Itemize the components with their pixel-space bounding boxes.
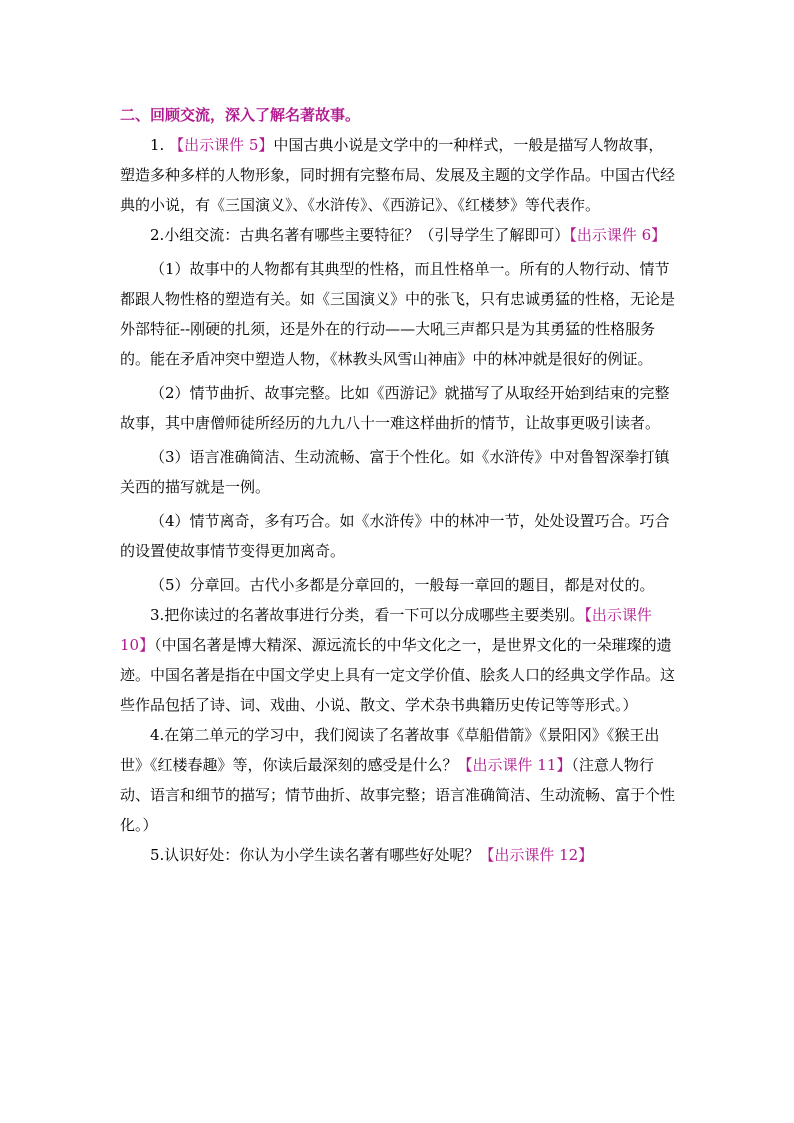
lesson-content <box>120 100 676 870</box>
paragraph-4-note: （注意人物行动、语言和细节的描写；情节曲折、故事完整；语言准确简洁、生动流畅、富于个性化。） <box>120 756 676 834</box>
paragraph-3 <box>120 600 676 720</box>
feature-4: （4）情节离奇，多有巧合。如《水浒传》中的林冲一节，处处设置巧合。巧合的设置使故事情节变得更加离奇。 <box>120 512 670 560</box>
courseware-tag-10: 【出示课件 10】 <box>120 606 652 654</box>
paragraph-5 <box>120 840 676 870</box>
paragraph-1-text: 中国古典小说是文学中的一种样式，一般是描写人物故事，塑造多种多样的人物形象，同时拥有完整布局、发展及主题的文学作品。中国古代经典的小说，有《三国演义》、《水浒传》、《西游记》、《红楼梦》等代表作。 <box>120 136 676 214</box>
paragraph-3-text: 3.把你读过的名著故事进行分类，看一下可以分成哪些主要类别。 <box>150 606 585 624</box>
courseware-tag-5: 【出示课件 5】 <box>169 136 274 154</box>
paragraph-5-text: 5.认识好处：你认为小学生读名著有哪些好处呢？ <box>150 846 480 864</box>
feature-2: （2）情节曲折、故事完整。比如《西游记》就描写了从取经开始到结束的完整故事，其中唐僧师徒所经历的九九八十一难这样曲折的情节，让故事更吸引读者。 <box>120 384 670 432</box>
courseware-tag-11: 【出示课件 11】 <box>457 756 572 774</box>
courseware-tag-6: 【出示课件 6】 <box>569 226 667 244</box>
paragraph-3-note: （中国名著是博大精深、源远流长的中华文化之一，是世界文化的一朵璀璨的遗迹。中国名著是指在中国文学史上具有一定文学价值、脍炙人口的经典文学作品。这些作品包括了诗、词、戏曲、小说、散文、学术杂书典籍历史传记等等形式。） <box>120 636 676 714</box>
paragraph-2-text: 2.小组交流：古典名著有哪些主要特征？（引导学生了解即可） <box>150 226 570 244</box>
paragraph-1 <box>120 130 676 220</box>
section-heading: 二、回顾交流，深入了解名著故事。 <box>120 106 361 124</box>
courseware-tag-12: 【出示课件 12】 <box>479 846 594 864</box>
paragraph-4-text: 4.在第二单元的学习中，我们阅读了名著故事《草船借箭》《景阳冈》《猴王出世》《红楼春趣》等，你读后最深刻的感受是什么？ <box>120 726 660 774</box>
feature-1: （1）故事中的人物都有其典型的性格，而且性格单一。所有的人物行动、情节都跟人物性格的塑造有关。如《三国演义》中的张飞，只有忠诚勇猛的性格，无论是外部特征--刚硬的扎须，还是外在的行动——大吼三声都只是为其勇猛的性格服务的。能在矛盾冲突中塑造人物，《林教头风雪山神庙》中的林冲就是很好的例证。 <box>120 260 676 368</box>
feature-5: （5）分章回。古代小多都是分章回的，一般每一章回的题目，都是对仗的。 <box>150 576 655 594</box>
paragraph-1-number: 1. <box>150 136 165 154</box>
paragraph-4 <box>120 720 676 840</box>
feature-3: （3）语言准确简洁、生动流畅、富于个性化。如《水浒传》中对鲁智深拳打镇关西的描写就是一例。 <box>120 448 670 496</box>
paragraph-2 <box>120 220 676 250</box>
